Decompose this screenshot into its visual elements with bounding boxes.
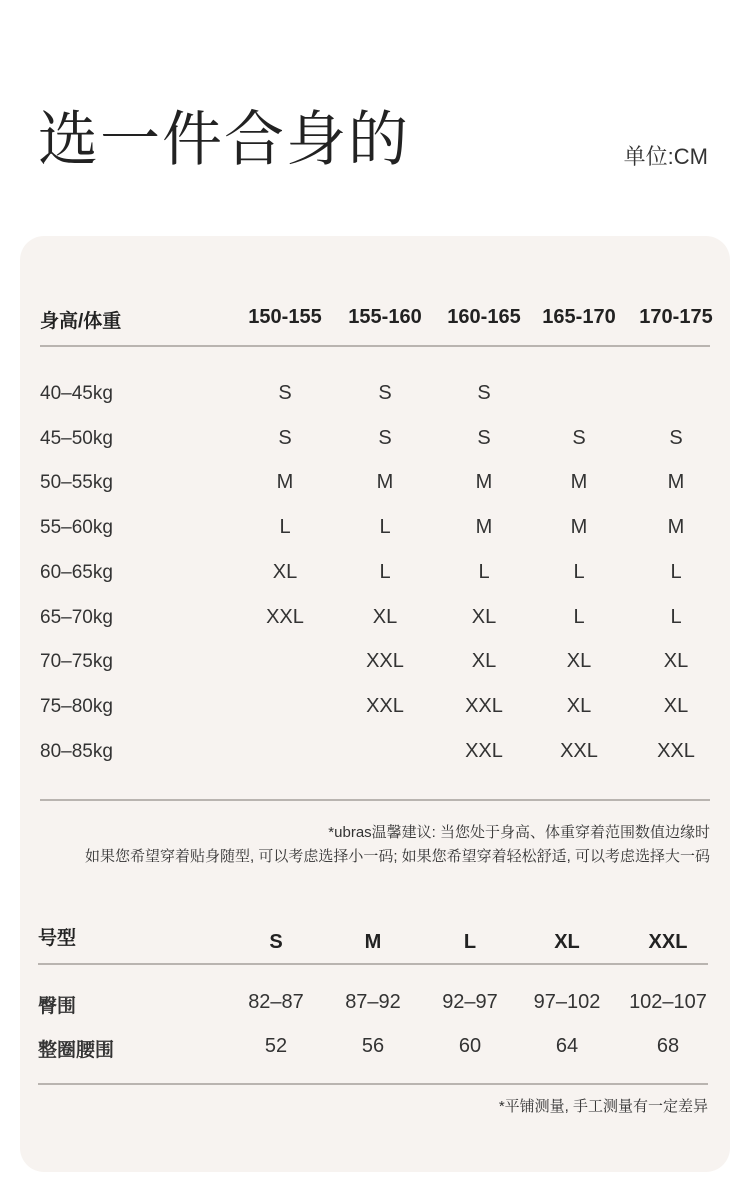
size-cell: S (477, 382, 491, 404)
measure-table-header-divider (38, 963, 708, 965)
height-header: 155-160 (348, 306, 422, 328)
unit-label: 单位:CM (623, 144, 708, 169)
measure-note: *平铺测量, 手工测量有一定差异 (498, 1098, 708, 1115)
size-cell: XXL (366, 694, 404, 717)
size-cell: L (573, 605, 585, 628)
measure-value: 82–87 (248, 991, 304, 1013)
size-cell: M (570, 516, 588, 539)
height-header: 165-170 (542, 306, 616, 328)
size-cell: XXL (657, 739, 695, 762)
size-table-header-divider (40, 345, 710, 347)
size-cell: S (477, 426, 491, 449)
size-cell: L (670, 605, 682, 628)
measure-value: 87–92 (345, 991, 401, 1013)
measure-value: 52 (264, 1035, 288, 1057)
size-cell: S (378, 426, 392, 449)
size-cell: S (378, 382, 392, 404)
size-cell: M (570, 471, 588, 494)
size-cell: M (276, 471, 294, 494)
size-header: L (463, 931, 477, 953)
size-header: S (269, 931, 283, 953)
size-cell: L (379, 560, 391, 583)
size-header: M (364, 931, 382, 953)
measure-table-bottom-divider (38, 1083, 708, 1085)
size-chart-card (20, 236, 730, 1172)
size-cell: XL (663, 650, 689, 673)
measure-value: 102–107 (629, 991, 707, 1013)
size-cell: XXL (266, 605, 304, 628)
size-cell: XXL (560, 739, 598, 762)
measure-label: 整圈腰围 (38, 1040, 115, 1061)
size-cell: M (475, 471, 493, 494)
size-cell: XL (471, 650, 497, 673)
size-cell: S (278, 426, 292, 449)
size-header: XXL (648, 931, 688, 953)
size-header: XL (554, 931, 580, 953)
size-table-bottom-divider (40, 799, 710, 801)
size-cell: M (376, 471, 394, 494)
measure-label: 臀围 (38, 996, 77, 1017)
measure-value: 60 (458, 1035, 482, 1057)
weight-label: 55–60kg (40, 517, 113, 539)
size-cell: L (573, 560, 585, 583)
weight-label: 40–45kg (40, 383, 113, 404)
size-cell: L (670, 560, 682, 583)
size-cell: XL (272, 560, 298, 583)
weight-label: 60–65kg (40, 561, 113, 583)
size-cell: XL (471, 605, 497, 628)
measure-value: 64 (555, 1035, 579, 1057)
size-cell: M (667, 516, 685, 539)
height-header: 170-175 (639, 306, 713, 328)
size-cell: XXL (465, 694, 503, 717)
size-cell: XXL (465, 739, 503, 762)
weight-label: 80–85kg (40, 740, 113, 762)
size-cell: M (475, 516, 493, 539)
measure-value: 56 (361, 1035, 385, 1057)
size-cell: L (279, 516, 291, 539)
page-title: 选一件合身的 (38, 106, 410, 173)
measure-table-corner-label: 号型 (38, 928, 77, 949)
weight-label: 70–75kg (40, 651, 113, 673)
weight-label: 45–50kg (40, 427, 113, 449)
size-note-line2: 如果您希望穿着贴身随型, 可以考虑选择小一码; 如果您希望穿着轻松舒适, 可以考虑选择大一码 (84, 848, 710, 865)
measure-value: 97–102 (533, 991, 601, 1013)
weight-label: 65–70kg (40, 606, 113, 628)
height-header: 160-165 (447, 306, 521, 328)
measure-value: 92–97 (442, 991, 498, 1013)
size-cell: XXL (366, 650, 404, 673)
size-cell: S (572, 426, 586, 449)
weight-label: 75–80kg (40, 695, 113, 717)
measure-value: 68 (656, 1035, 680, 1057)
size-cell: L (379, 516, 391, 539)
height-header: 150-155 (248, 306, 322, 328)
size-note-line1: *ubras温馨建议: 当您处于身高、体重穿着范围数值边缘时 (328, 824, 710, 841)
size-cell: XL (372, 605, 398, 628)
size-cell: S (669, 426, 683, 449)
size-cell: XL (566, 694, 592, 717)
size-cell: M (667, 471, 685, 494)
size-cell: XL (663, 694, 689, 717)
weight-label: 50–55kg (40, 472, 113, 494)
size-cell: S (278, 382, 292, 404)
size-table-corner-label: 身高/体重 (40, 311, 122, 332)
size-cell: XL (566, 650, 592, 673)
size-cell: L (478, 560, 490, 583)
